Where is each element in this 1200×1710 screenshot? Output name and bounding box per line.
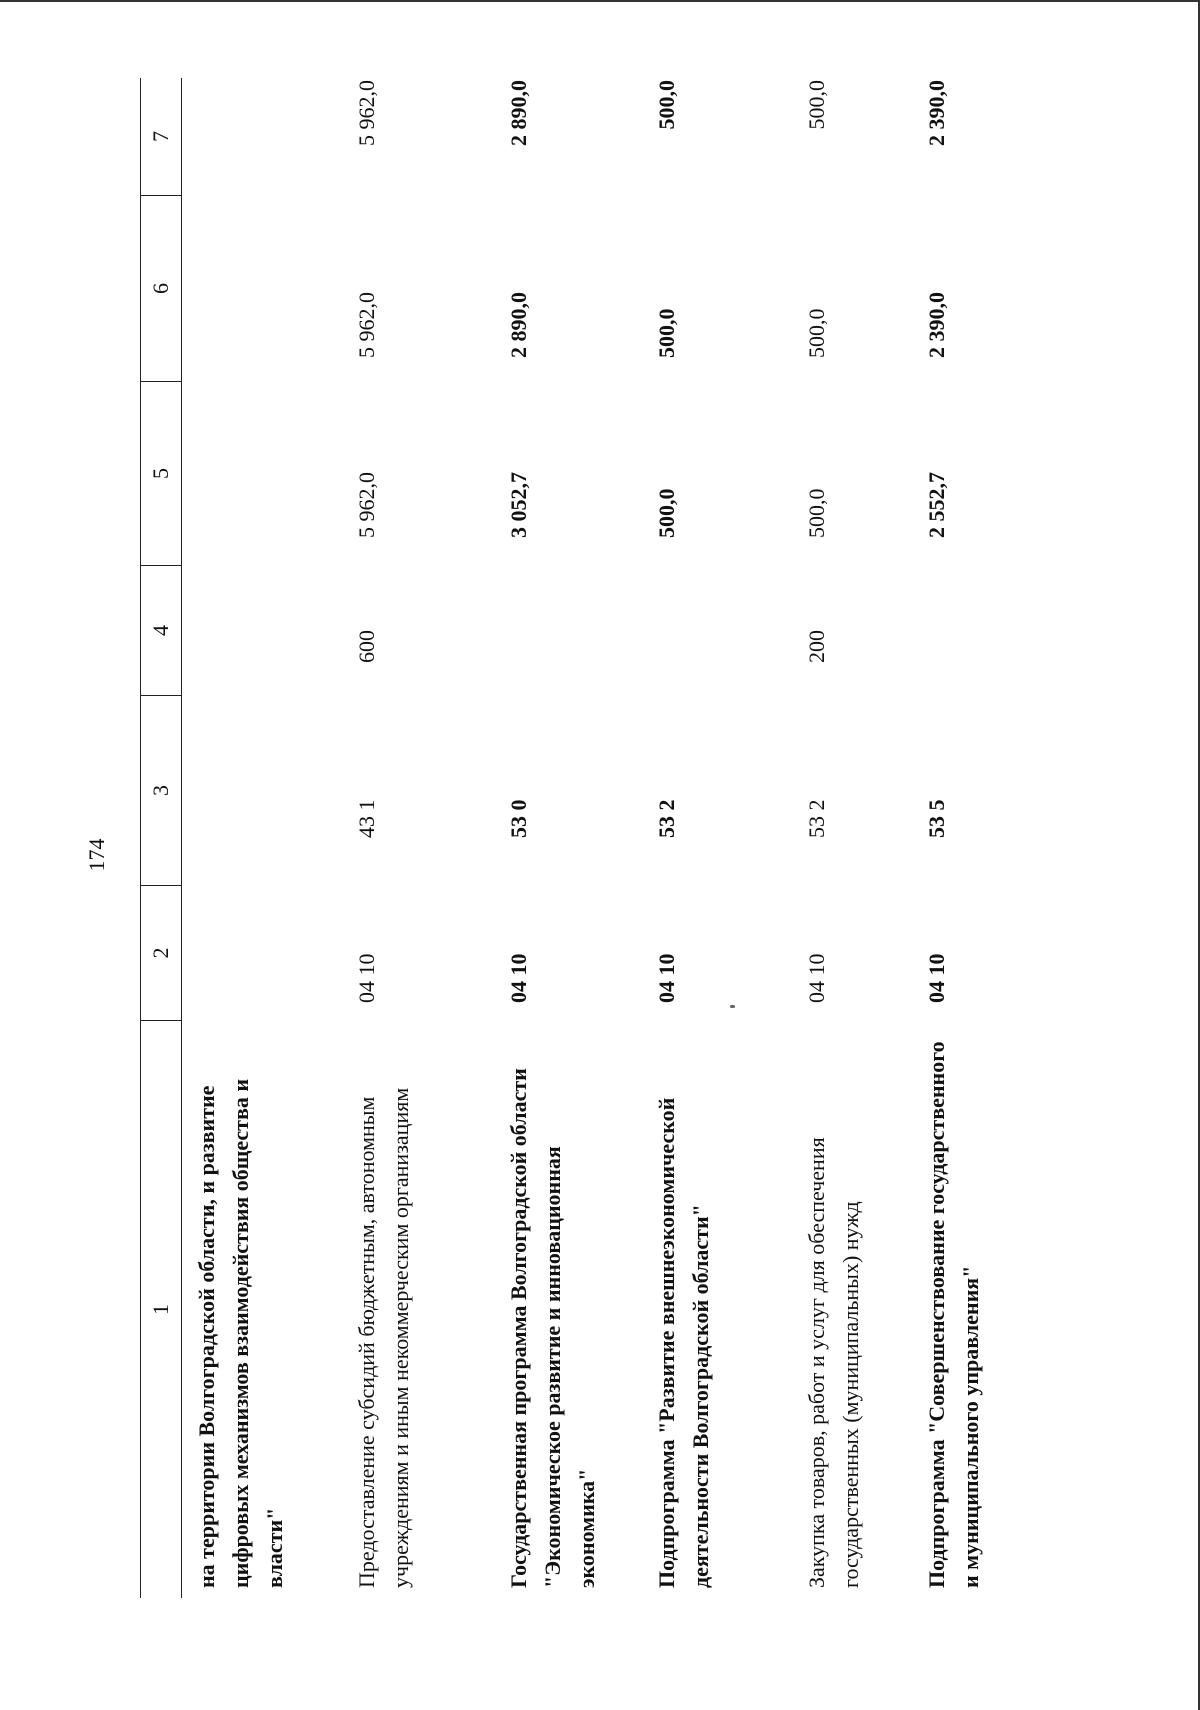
row-value-col7: 2 890,0	[506, 80, 531, 146]
row-program-code: 43 1	[354, 799, 379, 838]
page-number: 174	[84, 838, 109, 872]
row-value-col6: 2 390,0	[924, 292, 949, 358]
header-col-6: 6	[141, 196, 181, 382]
row-value-col7: 2 390,0	[924, 80, 949, 146]
row-value-col7: 5 962,0	[354, 80, 379, 146]
row-value-col5: 3 052,7	[506, 472, 531, 538]
row-value-col6: 2 890,0	[506, 292, 531, 358]
row-program-code: 53 2	[804, 799, 829, 838]
row-value-col5: 500,0	[804, 488, 829, 538]
row-name: Предоставление субсидий бюджетным, автономным учреждениям и иным некоммерческим организациям	[354, 1087, 413, 1588]
header-col-7: 7	[141, 78, 181, 196]
row-value-col7: 500,0	[654, 80, 679, 130]
row-value-col5: 500,0	[654, 488, 679, 538]
row-expense-type: 200	[804, 630, 829, 663]
row-program-code: 53 2	[654, 799, 679, 838]
row-name: Подпрограмма "Совершенствование государственного и муниципального управления"	[924, 1041, 983, 1588]
table-header-row	[140, 78, 182, 1598]
row-value-col6: 500,0	[804, 308, 829, 358]
row-value-col5: 2 552,7	[924, 472, 949, 538]
row-name: Закупка товаров, работ и услуг для обеспечения государственных (муниципальных) нужд	[804, 1137, 863, 1588]
row-program-code: 53 5	[924, 799, 949, 838]
row-section-code: 04 10	[354, 953, 379, 1003]
row-section-code: 04 10	[506, 953, 531, 1003]
header-col-4: 4	[141, 566, 181, 696]
row-section-code: 04 10	[654, 953, 679, 1003]
row-name: на территории Волгоградской области, и развитие цифровых механизмов взаимодействия общества и власти"	[194, 1078, 287, 1588]
row-value-col6: 500,0	[654, 308, 679, 358]
budget-table	[140, 78, 983, 1598]
header-col-1: 1	[148, 1304, 173, 1315]
row-section-code: 04 10	[924, 953, 949, 1003]
scan-speck	[730, 1005, 735, 1008]
row-name: Подпрограмма "Развитие внешнеэкономической деятельности Волгоградской области"	[654, 1097, 713, 1588]
row-section-code: 04 10	[804, 953, 829, 1003]
header-col-5: 5	[141, 382, 181, 566]
row-name: Государственная программа Волгоградской области "Экономическое развитие и инновационная экономика"	[506, 1068, 599, 1588]
header-col-3: 3	[141, 696, 181, 886]
row-value-col5: 5 962,0	[354, 472, 379, 538]
row-value-col7: 500,0	[804, 80, 829, 130]
row-program-code: 53 0	[506, 799, 531, 838]
row-value-col6: 5 962,0	[354, 292, 379, 358]
header-col-2: 2	[141, 886, 181, 1021]
row-expense-type: 600	[354, 630, 379, 663]
